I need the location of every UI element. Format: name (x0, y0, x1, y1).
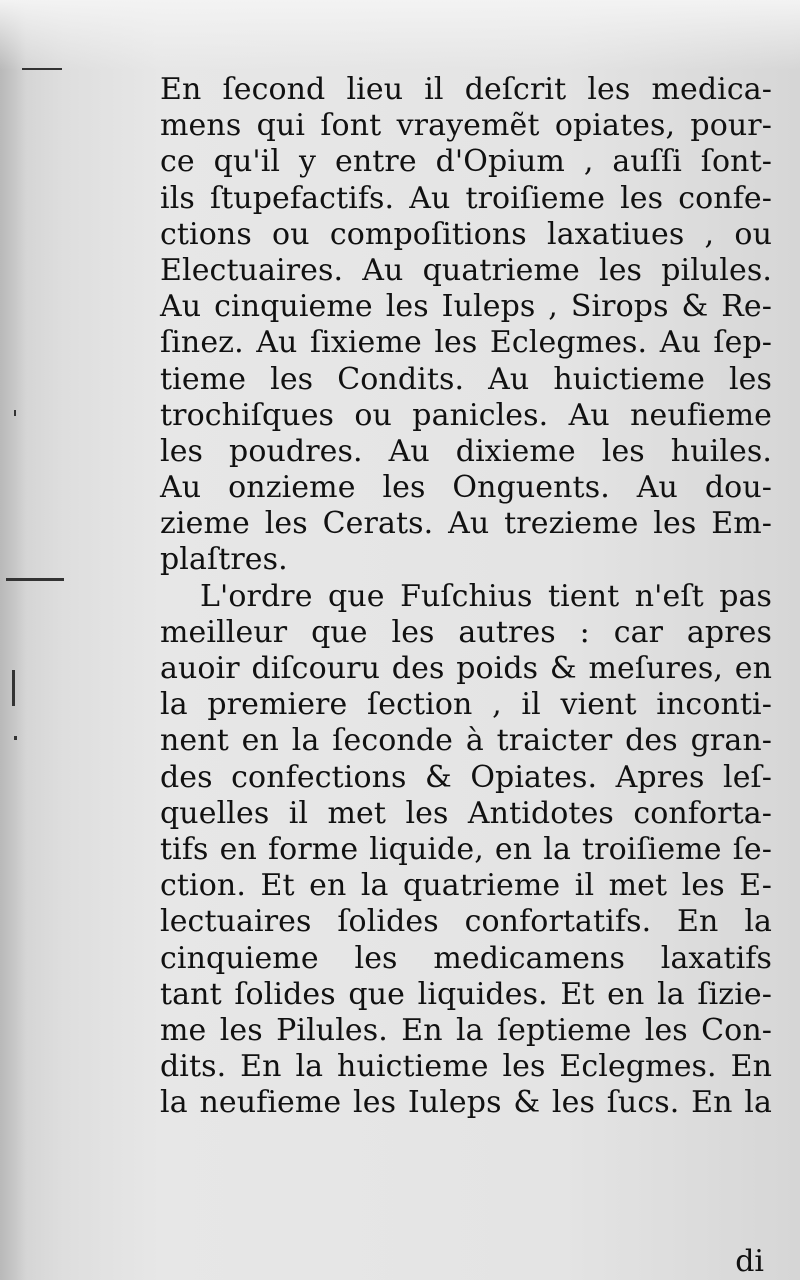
text-line: En ſecond lieu il deſcrit les medica- (160, 72, 772, 107)
text-line: ction. Et en la quatrieme il met les E- (160, 868, 772, 904)
page-top-edge (0, 0, 800, 70)
paragraph-2 (160, 579, 772, 1122)
text-line: mens qui ſont vrayemẽt opiates, pour- (160, 108, 772, 144)
text-line: les poudres. Au dixieme les huiles. (160, 433, 772, 469)
text-line: nent en la ſeconde à traicter des gran- (160, 723, 772, 759)
text-line: tieme les Condits. Au huictieme les (160, 361, 772, 397)
text-line: des confections & Opiates. Apres leſ- (160, 759, 772, 795)
text-line: tifs en forme liquide, en la troiſieme ſe- (160, 831, 772, 867)
margin-mark (22, 68, 62, 70)
text-line: ils ſtupefactifs. Au troiſieme les confe- (160, 180, 772, 216)
text-line: la premiere ſection , il vient inconti- (160, 687, 772, 723)
text-line: Au onzieme les Onguents. Au dou- (160, 470, 772, 506)
text-line: meilleur que les autres : car apres (160, 614, 772, 650)
text-line: dits. En la huictieme les Eclegmes. En (160, 1049, 772, 1085)
margin-mark (12, 670, 15, 706)
text-line: zieme les Cerats. Au trezieme les Em- (160, 506, 772, 542)
body-text (160, 72, 772, 1121)
text-line: tant ſolides que liquides. Et en la ſizie- (160, 976, 772, 1012)
text-line: Electuaires. Au quatrieme les pilules. (160, 252, 772, 288)
text-line: L'ordre que Fuſchius tient n'eſt pas (200, 578, 772, 614)
text-line: la neufieme les Iuleps & les ſucs. En la (160, 1085, 772, 1121)
text-line: ce qu'il y entre d'Opium , auſſi ſont- (160, 144, 772, 180)
text-line: ctions ou compoſitions laxatiues , ou (160, 216, 772, 252)
text-line: lectuaires ſolides confortatifs. En la (160, 904, 772, 940)
text-line: trochiſques ou panicles. Au neufieme (160, 397, 772, 433)
text-line: ſinez. Au ſixieme les Eclegmes. Au ſep- (160, 325, 772, 361)
text-line: me les Pilules. En la ſeptieme les Con- (160, 1012, 772, 1048)
margin-mark (6, 578, 64, 581)
text-line: cinquieme les medicamens laxatifs (160, 940, 772, 976)
text-line: quelles il met les Antidotes conforta- (160, 795, 772, 831)
margin-mark (14, 736, 17, 740)
text-line: Au cinquieme les Iuleps , Sirops & Re- (160, 289, 772, 325)
text-line: auoir diſcouru des poids & meſures, en (160, 651, 772, 686)
catchword: di (735, 1244, 764, 1279)
margin-mark (14, 410, 16, 416)
paragraph-1 (160, 72, 772, 579)
text-line: plaſtres. (160, 542, 288, 578)
